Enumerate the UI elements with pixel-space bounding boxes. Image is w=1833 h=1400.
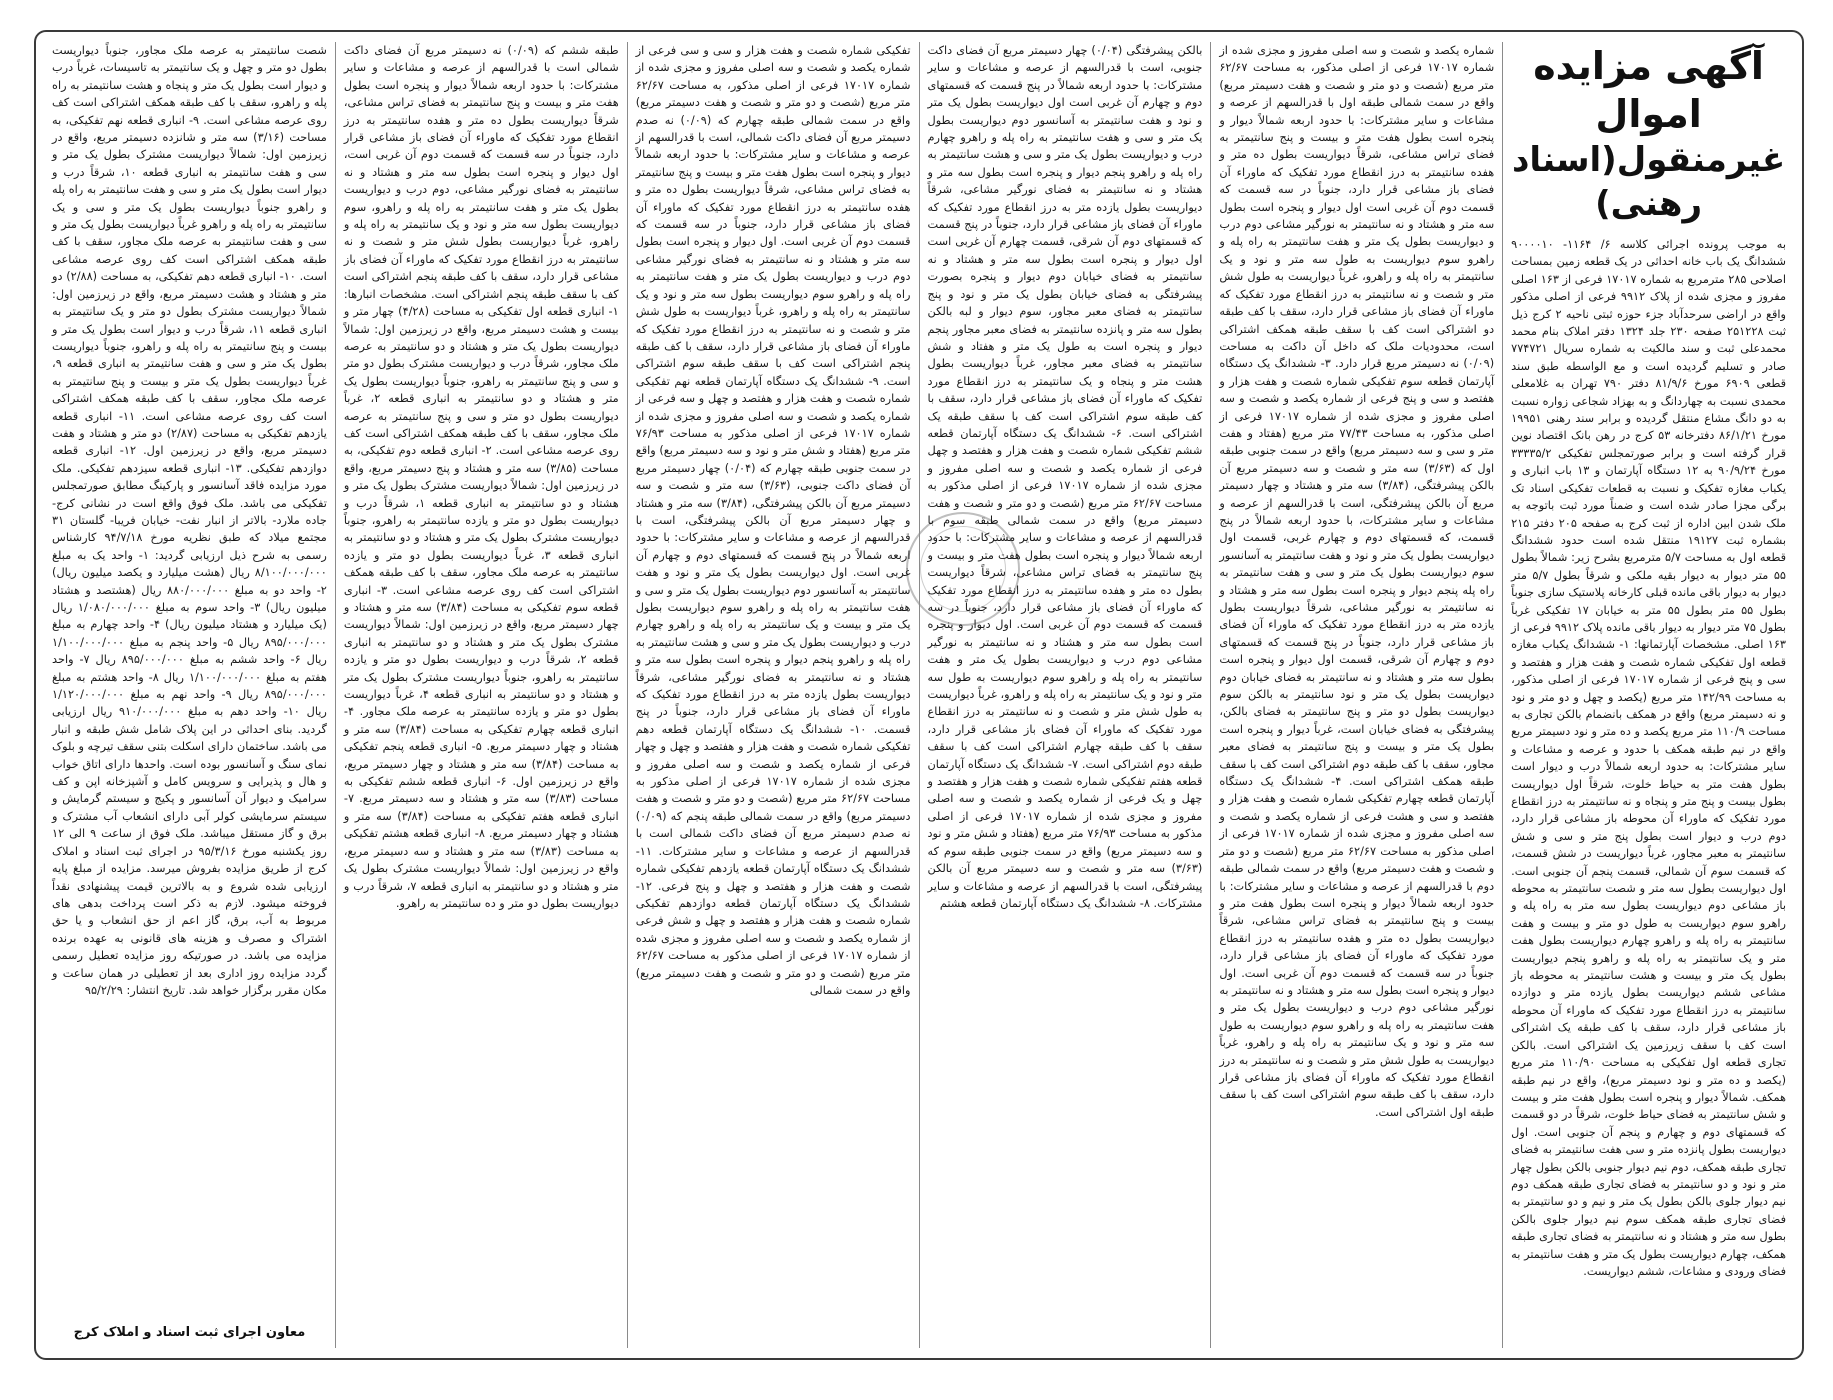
notice-body-text: طبقه ششم که (۰/۰۹) نه دسیمتر مربع آن فضای داکت شمالی است با قدرالسهم از عرصه و مشاعات و سایر مشترکات: با حدود اربعه شمالاً دیوار و پنجره است بطول هفت متر و بیست و پنج سانتیمتر به فضای تراس مشاعی، شرقاً دیواریست بطول ده متر و هفده سانتیمتر به درز انقطاع مورد تفکیک که ماوراء آن فضای باز مشاعی قرار دارد، جنوباً در سه قسمت که قسمت دوم آن غربی است، اول دیوار و پنجره است بطول سه متر و هشتاد و نه سانتیمتر به فضای نورگیر مشاعی، دوم درب و دیواریست بطول یک متر و هفت سانتیمتر به راه پله و راهرو، سوم دیواریست بطول سه متر و نود و یک سانتیمتر به راه پله و راهرو، غرباً دیواریست بطول شش متر و شصت و نه سانتیمتر به درز انقطاع مورد تفکیک که ماوراء آن فضای باز مشاعی قرار دارد، سقف با کف طبقه پنجم اشتراکی است کف با سقف طبقه پنجم اشتراکی است. مشخصات انبارها: ۱- انباری قطعه اول تفکیکی به مساحت (۴/۲۸) چهار متر و بیست و هشت دسیمتر مربع، واقع در زیرزمین اول: شمالاً دیواریست بطول یک متر و هشتاد و دو سانتیمتر به عرصه ملک مجاور، شرقاً درب و دیواریست مشترک بطول دو متر و سی و پنج سانتیمتر به راهرو، جنوباً دیواریست بطول یک متر و هشتاد و دو سانتیمتر به انباری قطعه ۲، غرباً دیواریست بطول دو متر و سی و پنج سانتیمتر به عرصه ملک مجاور، سقف با کف طبقه همکف اشتراکی است کف روی عرصه مشاعی است. ۲- انباری قطعه دوم تفکیکی، به مساحت (۳/۸۵) سه متر و هشتاد و پنج دسیمتر مربع، واقع در زیرزمین اول: شمالاً دیواریست مشترک بطول یک متر و هشتاد و دو سانتیمتر به انباری قطعه ۱، شرقاً درب و دیواریست بطول دو متر و یازده سانتیمتر به راهرو، جنوباً دیواریست مشترک بطول یک متر و هشتاد و دو سانتیمتر به انباری قطعه ۳، غرباً دیواریست بطول دو متر و یازده سانتیمتر به عرصه ملک مجاور، سقف با کف طبقه همکف اشتراکی است کف روی عرصه مشاعی است. ۳- انباری قطعه سوم تفکیکی به مساحت (۳/۸۴) سه متر و هشتاد و چهار دسیمتر مربع، واقع در زیرزمین اول: شمالاً دیواریست مشترک بطول یک متر و هشتاد و دو سانتیمتر به انباری قطعه ۲، شرقاً درب و دیواریست بطول دو متر و یازده سانتیمتر به راهرو، جنوباً دیواریست مشترک بطول یک متر و هشتاد و دو سانتیمتر به انباری قطعه ۴، غرباً دیواریست بطول دو متر و یازده سانتیمتر به عرصه ملک مجاور. ۴- انباری قطعه چهارم تفکیکی به مساحت (۳/۸۴) سه متر و هشتاد و چهار دسیمتر مربع. ۵- انباری قطعه پنجم تفکیکی به مساحت (۳/۸۴) سه متر و هشتاد و چهار دسیمتر مربع، واقع در زیرزمین اول. ۶- انباری قطعه ششم تفکیکی به مساحت (۳/۸۳) سه متر و هشتاد و سه دسیمتر مربع. ۷- انباری قطعه هفتم تفکیکی به مساحت (۳/۸۴) سه متر و هشتاد و چهار دسیمتر مربع. ۸- انباری قطعه هشتم تفکیکی به مساحت (۳/۸۳) سه متر و هشتاد و سه دسیمتر مربع، واقع در زیرزمین اول: شمالاً دیواریست مشترک بطول یک متر و هشتاد و دو سانتیمتر به انباری قطعه ۷، شرقاً درب و دیواریست بطول دو متر و ده سانتیمتر به راهرو. bbox=[343, 44, 619, 910]
notice-frame bbox=[34, 30, 1804, 1360]
notice-columns bbox=[44, 42, 1794, 1348]
notice-body-text: به موجب پرونده اجرائی کلاسه ۶/ ۱۱۶۴- ۹۰۰۰۰۱۰ ششدانگ یک باب خانه احداثی در یک قطعه زمین بمساحت اصلاحی ۲۸۵ مترمربع به شماره ۱۷۰۱۷ فرعی از ۱۶۳ اصلی مفروز و مجزی شده از پلاک ۹۹۱۲ فرعی از اصلی مذکور واقع در اراضی سرحدآباد جزء حوزه ثبتی ناحیه ۲ کرج ذیل ثبت ۲۵۱۲۲۸ صفحه ۲۳۰ جلد ۱۳۲۴ دفتر املاک بنام محمد محمدعلی ثبت و سند مالکیت به شماره سریال ۷۷۴۷۲۱ صادر و تسلیم گردیده است و مع الواسطه طبق سند قطعی ۶۹۰۹ مورخ ۸۱/۹/۶ دفتر ۷۹۰ تهران به غلامعلی محمدی نسبت به چهاردانگ و به بهزاد شجاعی زواره نسبت به دو دانگ مشاع منتقل گردیده و برابر سند رهنی ۱۹۹۵۱ مورخ ۸۶/۱/۲۱ دفترخانه ۵۳ کرج در رهن بانک اقتصاد نوین قرار گرفته است و برابر صورتمجلس تفکیکی ۳۳۳۳۵/۲ مورخ ۹۰/۹/۲۴ به ۱۲ دستگاه آپارتمان و ۱۳ باب انباری و یکباب مغازه تفکیک و نسبت به قطعات تفکیکی اسناد تک برگی مجزا صادر شده است و ضمناً مورد ثبت باتوجه به ملک شدن ابین اداره از ثبت کرج به صفحه ۲۰۵ دفتر ۲۱۵ بشماره ثبت ۱۹۱۲۷ منتقل شده است حدود ششدانگ قطعه اول به مساحت ۵/۷ مترمربع بشرح زیر: شمالاً بطول ۵۵ متر دیوار به دیوار بقیه ملکی و شرقاً بطول ۵/۷ متر دیوار به دیوار باقی مانده قبلی کارخانه پلاستیک سازی جنوباً بطول ۵۵ متر بطول ۵۵ متر به خیابان ۱۷ تفکیکی غرباً بطول ۷۵ متر دیوار به دیوار باقی مانده پلاک ۹۹۱۲ فرعی از ۱۶۳ اصلی. مشخصات آپارتمانها: ۱- ششدانگ یکباب مغازه قطعه اول تفکیکی شماره شصت و هفت هزار و هفتصد و سی و پنج فرعی از شماره ۱۷۰۱۷ فرعی از اصلی مذکور، به مساحت ۱۴۲/۹۹ متر مربع (یکصد و چهل و دو متر و نود و نه دسیمتر مربع) واقع در همکف بانضمام بالکن تجاری به مساحت ۱۱۰/۹ متر مربع یکصد و ده متر و نود دسیمتر مربع واقع در نیم طبقه همکف با حدود و عرصه و مشاعات و سایر مشترکات: به حدود اربعه شمالاً درب و دیوار است بطول هفت متر به حیاط خلوت، شرقاً اول دیواریست بطول بیست و پنج متر و پنجاه و نه سانتیمتر به درز انقطاع مورد تفکیک که ماوراء آن محوطه باز مشاعی قرار دارد، دوم درب و دیوار است بطول پنج متر و سی و شش سانتیمتر به معبر مجاور، غرباً دیواریست در شش قسمت، که قسمت سوم آن شمالی، قسمت پنجم آن جنوبی است. اول دیواریست بطول سه متر و شصت سانتیمتر به محوطه باز مشاعی دوم دیواریست بطول سه متر به راه پله و راهرو سوم دیواریست به طول دو متر و بیست و هفت سانتیمتر به راه پله و راهرو چهارم دیواریست بطول هفت متر و یک سانتیمتر به راه پله و راهرو پنجم دیواریست بطول یک متر و بیست و هشت سانتیمتر به محوطه باز مشاعی ششم دیواریست بطول یازده متر و دوازده سانتیمتر به درز انقطاع مورد تفکیک که ماوراء آن محوطه باز مشاعی قرار دارد، سقف با کف طبقه یک اشتراکی است کف با سقف زیرزمین یک اشتراکی است. بالکن تجاری قطعه اول تفکیکی به مساحت ۱۱۰/۹۰ متر مربع (یکصد و ده متر و نود دسیمتر مربع)، واقع در نیم طبقه همکف. شمالاً دیوار و پنجره است بطول هفت متر و بیست و شش سانتیمتر به فضای حیاط خلوت، شرقاً در دو قسمت که قسمتهای دوم و چهارم و پنجم آن جنوبی است. اول دیواریست بطول پانزده متر و سی هفت سانتیمتر به فضای تجاری طبقه همکف، دوم نیم دیوار جنوبی بالکن بطول چهار متر و نود و دو سانتیمتر به فضای تجاری طبقه همکف دوم نیم دیوار جلوی بالکن بطول یک متر و نیم و دو سانتیمتر به فضای تجاری طبقه همکف سوم نیم دیوار جلوی بالکن بطول سه متر و هشتاد و نه سانتیمتر به فضای تجاری طبقه همکف، چهارم دیواریست بطول یک متر و هفت سانتیمتر به فضای ورودی و مشاعات، ششم دیواریست. bbox=[1511, 238, 1787, 1278]
notice-column-3 bbox=[920, 42, 1212, 1348]
notice-title-line-1: آگهی مزایده اموال bbox=[1533, 44, 1764, 136]
notice-body-text: بالکن پیشرفتگی (۰/۰۴) چهار دسیمتر مربع آن فضای داکت جنوبی، است با قدرالسهم از عرصه و مشاعات و سایر مشترکات: با حدود اربعه شمالاً در پنج قسمت که قسمتهای دوم و چهارم آن غربی است اول دیواریست بطول یک متر و نود و هفت سانتیمتر به آسانسور دوم دیواریست بطول یک متر و سی و هفت سانتیمتر به راه پله و راهرو چهارم درب و دیواریست بطول یک متر و سی و هشت سانتیمتر به راه پله و راهرو پنجم دیوار و پنجره است بطول سه متر و هشتاد و نه سانتیمتر به فضای نورگیر مشاعی، شرقاً دیواریست بطول یازده متر به درز انقطاع مورد تفکیک که ماوراء آن فضای باز مشاعی قرار دارد، جنوباً در پنج قسمت که قسمتهای دوم آن شرقی، قسمت چهارم آن غربی است اول دیوار و پنجره است بطول سه متر و هشتاد و نه سانتیمتر به فضای خیابان دوم دیوار و پنجره بصورت پیشرفتگی به فضای خیابان بطول یک متر و نود و پنج سانتیمتر به فضای معبر مجاور، سوم دیوار و لبه بالکن بطول سه متر و پانزده سانتیمتر به فضای معبر مجاور پنجم دیوار و پنجره است به طول یک متر و هفتاد و شش سانتیمتر به فضای معبر مجاور، غرباً دیواریست بطول هشت متر و پنجاه و یک سانتیمتر به درز انقطاع مورد تفکیک که ماوراء آن فضای باز مشاعی قرار دارد، سقف با کف طبقه سوم اشتراکی است کف با سقف طبقه یک اشتراکی است. ۶- ششدانگ یک دستگاه آپارتمان قطعه ششم تفکیکی شماره شصت و هفت هزار و هفتصد و چهل فرعی از شماره یکصد و شصت و سه اصلی مفروز و مجزی شده از شماره ۱۷۰۱۷ فرعی از اصلی مذکور به مساحت ۶۲/۶۷ متر مربع (شصت و دو متر و شصت و هفت دسیمتر مربع) واقع در سمت شمالی طبقه سوم با قدرالسهم از عرصه و مشاعات و سایر مشترکات: با حدود اربعه شمالاً دیوار و پنجره است بطول هفت متر و بیست و پنج سانتیمتر به فضای تراس مشاعی، شرقاً دیواریست بطول ده متر و هفده سانتیمتر به درز انقطاع مورد تفکیک که ماوراء آن فضای باز مشاعی قرار دارد، جنوباً در سه قسمت که قسمت دوم آن غربی است. اول دیوار و پنجره است بطول سه متر و هشتاد و نه سانتیمتر به نورگیر مشاعی دوم درب و دیواریست بطول یک متر و هفت سانتیمتر به راه پله و راهرو سوم دیواریست به طول سه متر و نود و یک سانتیمتر به راه پله و راهرو، غرباً دیواریست به طول شش متر و شصت و نه سانتیمتر به درز انقطاع مورد تفکیک که ماوراء آن فضای باز مشاعی قرار دارد، سقف با کف طبقه چهارم اشتراکی است کف با سقف طبقه دوم اشتراکی است. ۷- ششدانگ یک دستگاه آپارتمان قطعه هفتم تفکیکی شماره شصت و هفت هزار و هفتصد و چهل و یک فرعی از شماره یکصد و شصت و سه اصلی مفروز و مجزی شده از شماره ۱۷۰۱۷ فرعی از اصلی مذکور به مساحت ۷۶/۹۳ متر مربع (هفتاد و شش متر و نود و سه دسیمتر مربع) واقع در سمت جنوبی طبقه سوم که (۳/۶۳) سه متر و شصت و سه دسیمتر مربع آن بالکن پیشرفتگی، است با قدرالسهم از عرصه و مشاعات و سایر مشترکات. ۸- ششدانگ یک دستگاه آپارتمان قطعه هشتم bbox=[927, 44, 1203, 910]
notice-column-4 bbox=[628, 42, 920, 1348]
notice-column-5 bbox=[336, 42, 628, 1348]
notice-body-text: شصت سانتیمتر به عرصه ملک مجاور، جنوباً دیواریست بطول دو متر و چهل و یک سانتیمتر به تاسیسات، غرباً درب و دیوار است بطول یک متر و پنجاه و هشت سانتیمتر به راه پله و راهرو، سقف با کف طبقه همکف اشتراکی است کف روی عرصه مشاعی است. ۹- انباری قطعه نهم تفکیکی، به مساحت (۳/۱۶) سه متر و شانزده دسیمتر مربع، واقع در زیرزمین اول: شمالاً دیواریست مشترک بطول یک متر و سی و هفت سانتیمتر به انباری قطعه ۱۰، شرقاً درب و دیوار است بطول یک متر و سی و هفت سانتیمتر به راه پله و راهرو جنوباً دیواریست بطول یک متر و سی و یک سانتیمتر به راه پله و راهرو غرباً دیواریست بطول یک متر و سی و هفت سانتیمتر به عرصه ملک مجاور، سقف با کف طبقه همکف اشتراکی است کف روی عرصه مشاعی است. ۱۰- انباری قطعه دهم تفکیکی، به مساحت (۲/۸۸) دو متر و هشتاد و هشت دسیمتر مربع، واقع در زیرزمین اول: شمالاً دیواریست مشترک بطول دو متر و یک سانتیمتر به انباری قطعه ۱۱، شرقاً درب و دیوار است بطول یک متر و بیست و پنج سانتیمتر به راه پله و راهرو، جنوباً دیواریست بطول یک متر و سی و هفت سانتیمتر به انباری قطعه ۹، غرباً دیواریست بطول یک متر و بیست و پنج سانتیمتر به عرصه ملک مجاور، سقف با کف طبقه همکف اشتراکی است کف روی عرصه مشاعی است. ۱۱- انباری قطعه یازدهم تفکیکی به مساحت (۲/۸۷) دو متر و هشتاد و هفت دسیمتر مربع، واقع در زیرزمین اول. ۱۲- انباری قطعه دوازدهم تفکیکی. ۱۳- انباری قطعه سیزدهم تفکیکی. ملک مورد مزایده فاقد آسانسور و پارکینگ مطابق صورتمجلس تفکیکی می باشد. ملک فوق واقع است در نشانی کرج- جاده ملارد- بالاتر از انبار نفت- خیابان فریبا- گلستان ۳۱ مجتمع میلاد که طبق نظریه مورخ ۹۴/۷/۱۸ کارشناس رسمی به شرح ذیل ارزیابی گردید: ۱- واحد یک به مبلغ ۸/۱۰۰/۰۰۰/۰۰۰ ریال (هشت میلیارد و یکصد میلیون ریال) ۲- واحد دو به مبلغ ۸۸۰/۰۰۰/۰۰۰ ریال (هشتصد و هشتاد میلیون ریال) ۳- واحد سوم به مبلغ ۱/۰۸۰/۰۰۰/۰۰۰ ریال (یک میلیارد و هشتاد میلیون ریال) ۴- واحد چهارم به مبلغ ۸۹۵/۰۰۰/۰۰۰ ریال ۵- واحد پنجم به مبلغ ۱/۱۰۰/۰۰۰/۰۰۰ ریال ۶- واحد ششم به مبلغ ۸۹۵/۰۰۰/۰۰۰ ریال ۷- واحد هفتم به مبلغ ۱/۱۰۰/۰۰۰/۰۰۰ ریال ۸- واحد هشتم به مبلغ ۸۹۵/۰۰۰/۰۰۰ ریال ۹- واحد نهم به مبلغ ۱/۱۲۰/۰۰۰/۰۰۰ ریال ۱۰- واحد دهم به مبلغ ۹۱۰/۰۰۰/۰۰۰ ریال ارزیابی گردید. بنای احداثی در این پلاک شامل شش طبقه و انبار می باشد. ساختمان دارای اسکلت بتنی سقف تیرچه و بلوک نمای سنگ و آسانسور بوده است. واحدها دارای اتاق خواب و هال و پذیرایی و سرویس کامل و آشپزخانه اپن و کف سرامیک و دیوار آن آسانسور و پکیج و سیستم گرمایش و سیستم سرمایشی کولر آبی دارای انشعاب آب مشترک و برق و گاز مستقل میباشد. ملک فوق از ساعت ۹ الی ۱۲ روز یکشنبه مورخ ۹۵/۳/۱۶ در اجرای ثبت اسناد و املاک کرج از طریق مزایده بفروش میرسد. مزایده از مبلغ پایه ارزیابی شده شروع و به بالاترین قیمت پیشنهادی نقداً فروخته میشود. لازم به ذکر است پرداخت بدهی های مربوط به آب، برق، گاز اعم از حق انشعاب و یا حق اشتراک و مصرف و هزینه های قانونی به عهده برنده مزایده می باشد. در صورتیکه روز مزایده تعطیل رسمی گردد مزایده روز اداری بعد از تعطیلی در همان ساعت و مکان مقرر برگزار خواهد شد. تاریخ انتشار: ۹۵/۲/۲۹ bbox=[52, 44, 327, 997]
notice-column-2 bbox=[1211, 42, 1503, 1348]
notice-title bbox=[1511, 42, 1786, 226]
notice-body-text: تفکیکی شماره شصت و هفت هزار و سی و سی فرعی از شماره یکصد و شصت و سه اصلی مفروز و مجزی شده از شماره ۱۷۰۱۷ فرعی از اصلی مذکور، به مساحت ۶۲/۶۷ متر مربع (شصت و دو متر و شصت و هفت دسیمتر مربع) واقع در سمت شمالی طبقه چهارم که (۰/۰۹) نه صدم دسیمتر مربع آن فضای داکت شمالی، است با قدرالسهم از عرصه و مشاعات و سایر مشترکات: با حدود اربعه شمالاً دیوار و پنجره است بطول هفت متر و بیست و پنج سانتیمتر به فضای تراس مشاعی، شرقاً دیواریست بطول ده متر و هفده سانتیمتر به درز انقطاع مورد تفکیک که ماوراء آن فضای باز مشاعی قرار دارد، جنوباً در سه قسمت که قسمت دوم آن غربی است. اول دیوار و پنجره است بطول سه متر و هشتاد و نه سانتیمتر به فضای نورگیر مشاعی دوم درب و دیواریست بطول یک متر و هفت سانتیمتر به راه پله و راهرو سوم دیواریست بطول سه متر و نود و یک سانتیمتر به راه پله و راهرو، غرباً دیواریست به طول شش متر و شصت و نه سانتیمتر به درز انقطاع مورد تفکیک که ماوراء آن فضای باز مشاعی قرار دارد، سقف با کف طبقه پنجم اشتراکی است کف با سقف طبقه سوم اشتراکی است. ۹- ششدانگ یک دستگاه آپارتمان قطعه نهم تفکیکی شماره شصت و هفت هزار و هفتصد و چهل و سه فرعی از شماره یکصد و شصت و سه اصلی مفروز و مجزی شده از شماره ۱۷۰۱۷ فرعی از اصلی مذکور به مساحت ۷۶/۹۳ متر مربع (هفتاد و شش متر و نود و سه دسیمتر مربع) واقع در سمت جنوبی طبقه چهارم که (۰/۰۴) چهار دسیمتر مربع آن فضای داکت جنوبی، (۳/۶۳) سه متر و شصت و سه دسیمتر مربع آن بالکن پیشرفتگی، (۳/۸۴) سه متر و هشتاد و چهار دسیمتر مربع آن بالکن پیشرفتگی، است با قدرالسهم از عرصه و مشاعات و سایر مشترکات: با حدود اربعه شمالاً در پنج قسمت که قسمتهای دوم و چهارم آن غربی است. اول دیواریست بطول یک متر و نود و هفت سانتیمتر به آسانسور دوم دیواریست بطول یک متر و سی و هفت سانتیمتر به راه پله و راهرو سوم دیواریست بطول یک متر و بیست و یک سانتیمتر به راه پله و راهرو چهارم درب و دیواریست بطول یک متر و سی و هشت سانتیمتر به راه پله و راهرو پنجم دیوار و پنجره است بطول سه متر و هشتاد و نه سانتیمتر به فضای نورگیر مشاعی، شرقاً دیواریست بطول یازده متر به درز انقطاع مورد تفکیک که ماوراء آن فضای باز مشاعی قرار دارد، جنوباً در پنج قسمت. ۱۰- ششدانگ یک دستگاه آپارتمان قطعه دهم تفکیکی شماره شصت و هفت هزار و هفتصد و چهل و چهار فرعی از شماره یکصد و شصت و سه اصلی مفروز و مجزی شده از شماره ۱۷۰۱۷ فرعی از اصلی مذکور به مساحت ۶۲/۶۷ متر مربع (شصت و دو متر و شصت و هفت دسیمتر مربع) واقع در سمت شمالی طبقه پنجم که (۰/۰۹) نه صدم دسیمتر مربع آن فضای داکت شمالی است با قدرالسهم از عرصه و مشاعات و سایر مشترکات. ۱۱- ششدانگ یک دستگاه آپارتمان قطعه یازدهم تفکیکی شماره شصت و هفت هزار و هفتصد و چهل و پنج فرعی. ۱۲- ششدانگ یک دستگاه آپارتمان قطعه دوازدهم تفکیکی شماره شصت و هفت هزار و هفتصد و چهل و شش فرعی از شماره یکصد و شصت و سه اصلی مفروز و مجزی شده از شماره ۱۷۰۱۷ فرعی از اصلی مذکور به مساحت ۶۲/۶۷ متر مربع (شصت و دو متر و شصت و هفت دسیمتر مربع) واقع در سمت شمالی bbox=[635, 44, 911, 997]
notice-column-1 bbox=[1503, 42, 1794, 1348]
notice-title-line-2: غیرمنقول(اسناد رهنی) bbox=[1511, 140, 1786, 224]
notice-column-6 bbox=[44, 42, 336, 1348]
notice-body-text: شماره یکصد و شصت و سه اصلی مفروز و مجزی شده از شماره ۱۷۰۱۷ فرعی از اصلی مذکور، به مساحت ۶۲/۶۷ متر مربع (شصت و دو متر و شصت و هفت دسیمتر مربع) واقع در سمت شمالی طبقه اول با قدرالسهم از عرصه و مشاعات و سایر مشترکات: با حدود اربعه شمالاً دیوار و پنجره است بطول هفت متر و بیست و پنج سانتیمتر به فضای تراس مشاعی، شرقاً دیواریست بطول ده متر و هفده سانتیمتر به درز انقطاع مورد تفکیک که ماوراء آن فضای باز مشاعی قرار دارد، جنوباً در سه قسمت که قسمت دوم آن غربی است اول دیوار و پنجره است بطول سه متر و هشتاد و نه سانتیمتر به نورگیر مشاعی دوم درب و دیواریست بطول یک متر و هفت سانتیمتر به راه پله و راهرو سوم دیواریست به طول سه متر و نود و یک سانتیمتر به راه پله و راهرو، غرباً دیواریست به طول شش متر و شصت و نه سانتیمتر به درز انقطاع مورد تفکیک که ماوراء آن فضای باز مشاعی قرار دارد، سقف با کف طبقه دو اشتراکی است کف با سقف طبقه همکف اشتراکی است، محدودیات ملک که داخل آن داکت به مساحت (۰/۰۹) نه دسیمتر مربع قرار دارد. ۳- ششدانگ یک دستگاه آپارتمان قطعه سوم تفکیکی شماره شصت و هفت هزار و هفتصد و سی و پنج فرعی از شماره یکصد و شصت و سه اصلی مفروز و مجزی شده از شماره ۱۷۰۱۷ فرعی از اصلی مذکور، به مساحت ۷۷/۴۳ متر مربع (هفتاد و هفت متر و سی و سه دسیمتر مربع) واقع در سمت جنوبی طبقه اول که (۳/۶۳) سه متر و شصت و سه دسیمتر مربع آن بالکن پیشرفتگی، (۳/۸۴) سه متر و هشتاد و چهار دسیمتر مربع آن بالکن پیشرفتگی، است با قدرالسهم از عرصه و مشاعات و سایر مشترکات، با حدود اربعه شمالاً در پنج قسمت، که قسمتهای دوم و چهارم غربی، قسمت اول دیواریست بطول یک متر و نود و هفت سانتیمتر به آسانسور سوم دیواریست بطول یک متر و سی و هفت سانتیمتر به راه پله پنجم دیوار و پنجره است بطول سه متر و هشتاد و نه سانتیمتر به نورگیر مشاعی، شرقاً دیواریست بطول یازده متر به درز انقطاع مورد تفکیک که ماوراء آن فضای باز مشاعی قرار دارد، جنوباً در پنج قسمت که قسمتهای دوم و چهارم آن شرقی، قسمت اول دیوار و پنجره است بطول سه متر و هشتاد و نه سانتیمتر به فضای خیابان دوم دیواریست بطول یک متر و نود سانتیمتر به بالکن سوم دیواریست بطول دو متر و پنج سانتیمتر به فضای بالکن، پیشرفتگی به فضای خیابان است، غرباً دیوار و پنجره است بطول یک متر و بیست و پنج سانتیمتر به فضای معبر مجاور، سقف با کف طبقه دوم اشتراکی است کف با سقف طبقه همکف اشتراکی است. ۴- ششدانگ یک دستگاه آپارتمان قطعه چهارم تفکیکی شماره شصت و هفت هزار و هفتصد و سی و هشت فرعی از شماره یکصد و شصت و سه اصلی مفروز و مجزی شده از شماره ۱۷۰۱۷ فرعی از اصلی مذکور به مساحت ۶۲/۶۷ متر مربع (شصت و دو متر و شصت و هفت دسیمتر مربع) واقع در سمت شمالی طبقه دوم با قدرالسهم از عرصه و مشاعات و سایر مشترکات: با حدود اربعه شمالاً دیوار و پنجره است بطول هفت متر و بیست و پنج سانتیمتر به فضای تراس مشاعی، شرقاً دیواریست بطول ده متر و هفده سانتیمتر به درز انقطاع مورد تفکیک که ماوراء آن فضای باز مشاعی قرار دارد، جنوباً در سه قسمت که قسمت دوم آن غربی است. اول دیوار و پنجره است بطول سه متر و هشتاد و نه سانتیمتر به نورگیر مشاعی دوم درب و دیواریست بطول یک متر و هفت سانتیمتر به راه پله و راهرو سوم دیواریست به طول سه متر و نود و یک سانتیمتر به راه پله و راهرو، غرباً دیواریست به طول شش متر و شصت و نه سانتیمتر به درز انقطاع مورد تفکیک که ماوراء آن فضای باز مشاعی قرار دارد، سقف با کف طبقه سوم اشتراکی است کف با سقف طبقه اول اشتراکی است. bbox=[1219, 44, 1495, 1119]
notice-signature: معاون اجرای ثبت اسناد و املاک کرج bbox=[52, 1324, 327, 1342]
